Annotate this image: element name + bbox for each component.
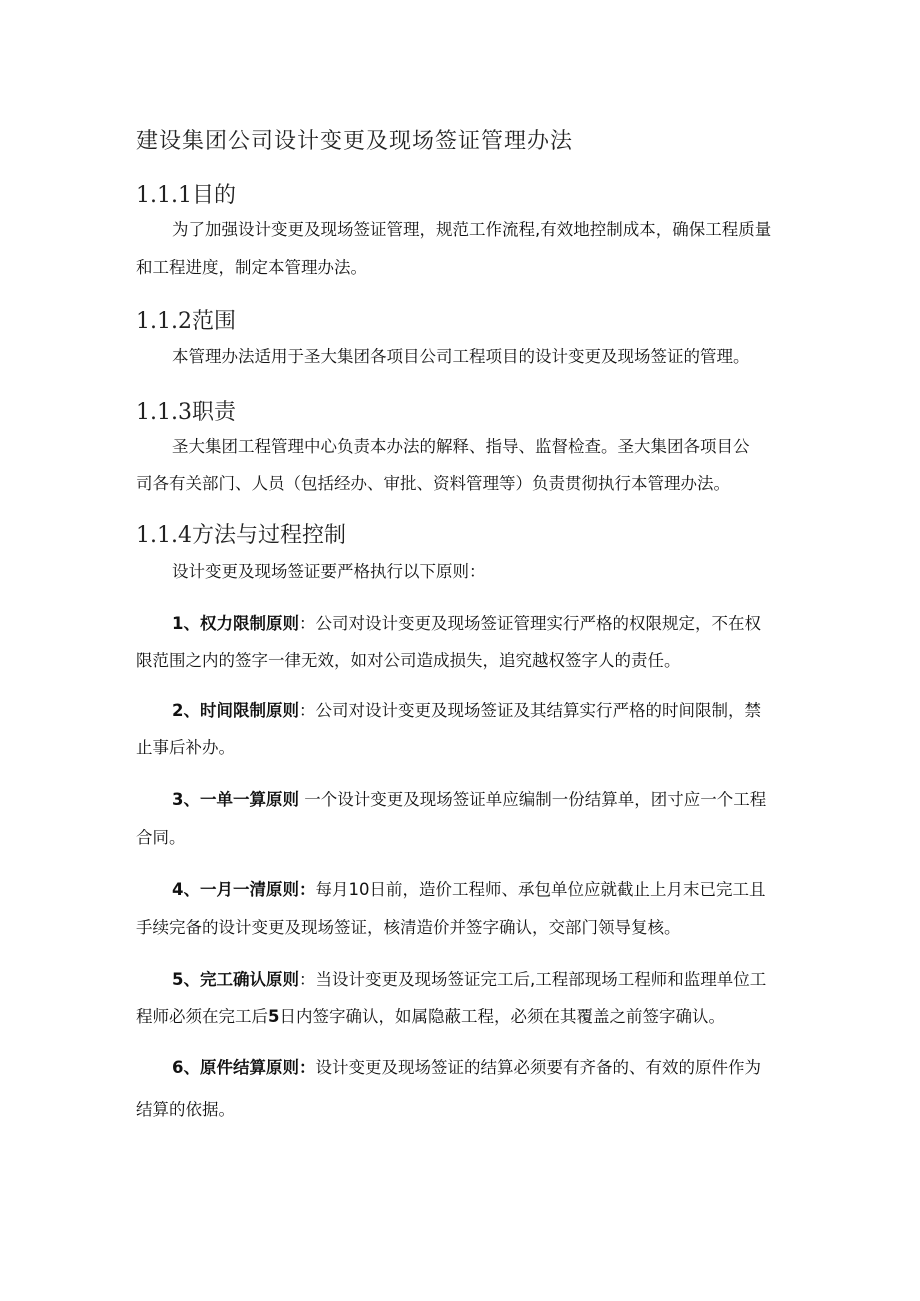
principle-5-days: 5 (268, 1007, 280, 1026)
section-heading-purpose: 1.1.1目的 (136, 183, 236, 208)
document-title: 建设集团公司设计变更及现场签证管理办法 (136, 129, 574, 154)
principle-5-line-2 (136, 1003, 725, 1027)
section-heading-method: 1.1.4方法与过程控制 (136, 523, 346, 548)
principle-1-line-2: 限范围之内的签字一律无效，如对公司造成损失，追究越权签字人的责任。 (136, 651, 681, 670)
principle-1-text: ：公司对设计变更及现场签证管理实行严格的权限规定，不在权 (298, 614, 761, 633)
principle-3-text: 一个设计变更及现场签证单应编制一份结算单，团寸应一个工程 (298, 790, 767, 809)
section-heading-responsibility: 1.1.3职责 (136, 400, 236, 425)
principle-4-line-2: 手续完备的设计变更及现场签证，核清造价并签字确认，交部门领导复核。 (136, 918, 681, 937)
section-text-responsibility-line-2: 司各有关部门、人员（包括经办、审批、资料管理等）负责贯彻执行本管理办法。 (136, 474, 730, 493)
principle-2-text: ：公司对设计变更及现场签证及其结算实行严格的时间限制，禁 (298, 701, 761, 720)
principle-5-label: 5、完工确认原则 (172, 970, 299, 989)
principle-5-line-1 (172, 966, 766, 990)
section-text-purpose-line-2: 和工程进度，制定本管理办法。 (136, 258, 367, 277)
principle-6-text: 设计变更及现场签证的结算必须要有齐备的、有效的原件作为 (315, 1058, 761, 1077)
principle-2-line-2: 止事后补办。 (136, 738, 235, 757)
principle-4-text: 每月10日前，造价工程师、承包单位应就截止上月末已完工且 (315, 880, 766, 899)
principle-1-label: 1、权力限制原则 (172, 614, 299, 633)
principle-3-line-1 (172, 786, 766, 810)
principle-5-text-2a: 程师必须在完工后 (136, 1007, 268, 1026)
principle-6-line-2: 结算的依据。 (136, 1100, 235, 1119)
section-heading-scope: 1.1.2范围 (136, 309, 236, 334)
principle-1-line-1 (172, 610, 761, 634)
principle-6-label: 6、原件结算原则： (172, 1058, 316, 1077)
principle-5-text: ：当设计变更及现场签证完工后,工程部现场工程师和监理单位工 (298, 970, 767, 989)
principle-6-line-1 (172, 1054, 761, 1078)
principle-5-text-2b: 日内签字确认，如属隐蔽工程，必须在其覆盖之前签字确认。 (279, 1007, 725, 1026)
section-text-responsibility-line-1: 圣大集团工程管理中心负责本办法的解释、指导、监督检查。圣大集团各项目公 (172, 437, 750, 456)
principle-2-label: 2、时间限制原则 (172, 701, 299, 720)
section-text-scope: 本管理办法适用于圣大集团各项目公司工程项目的设计变更及现场签证的管理。 (172, 347, 750, 366)
principle-4-line-1 (172, 876, 765, 900)
principle-2-line-1 (172, 697, 761, 721)
principle-4-label: 4、一月一清原则： (172, 880, 316, 899)
principle-3-line-2: 合同。 (136, 828, 186, 847)
principle-3-label: 3、一单一算原则 (172, 790, 299, 809)
section-text-method-intro: 设计变更及现场签证要严格执行以下原则： (172, 562, 486, 581)
section-text-purpose-line-1: 为了加强设计变更及现场签证管理，规范工作流程,有效地控制成本，确保工程质量 (172, 220, 772, 239)
